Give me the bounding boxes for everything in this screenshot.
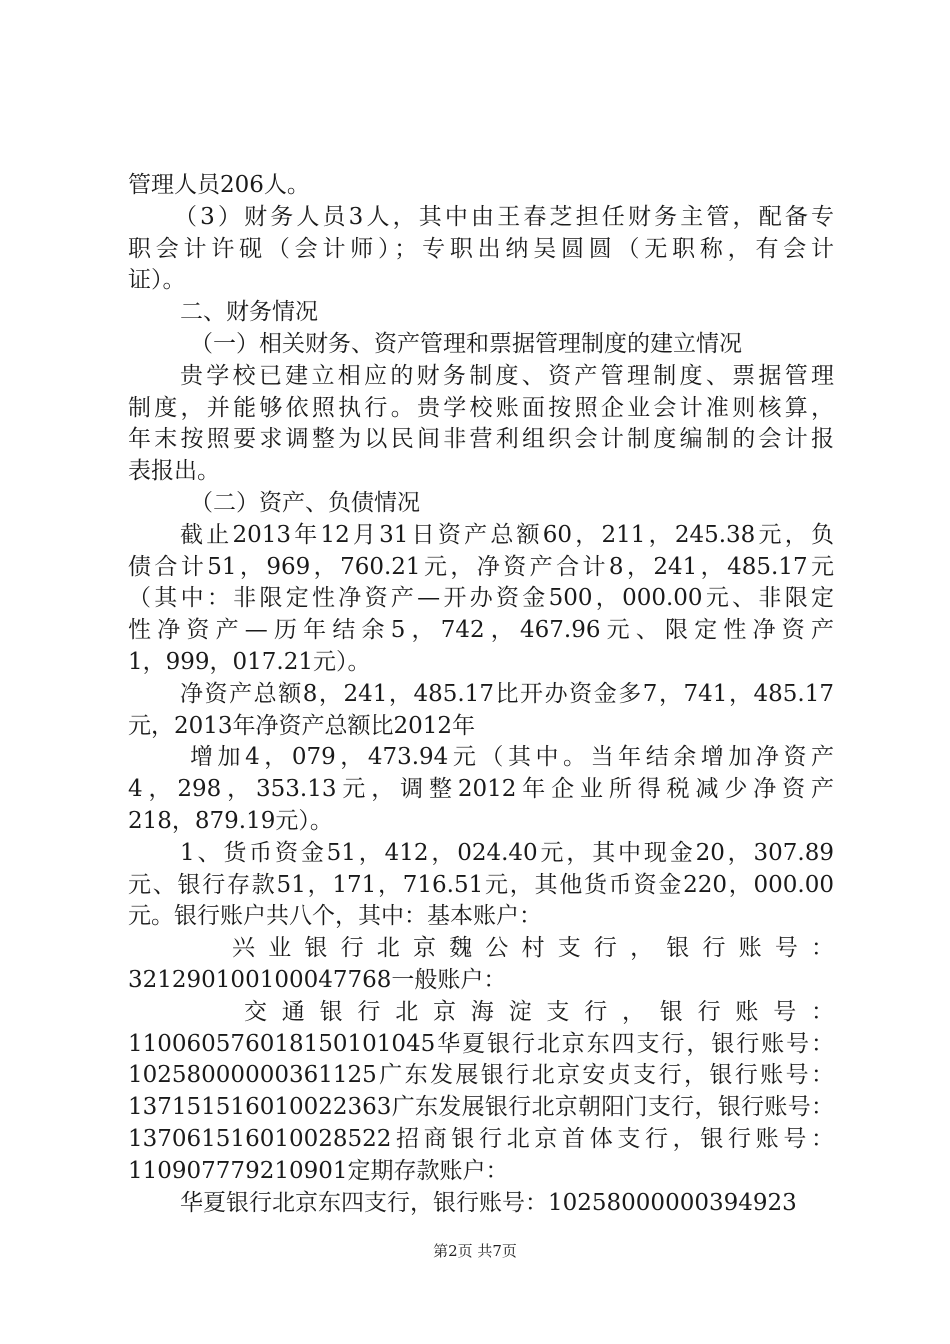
text-line: 截止2013年12月31日资产总额60，211，245.38元，负	[180, 521, 834, 548]
bank-account-line: 华夏银行北京东四支行，银行账号：10258000000394923	[180, 1189, 797, 1216]
text-line: 1，999，017.21元）。	[128, 648, 371, 675]
text-line: 218，879.19元）。	[128, 807, 333, 834]
bank-account-line: 10258000000361125广东发展银行北京安贞支行，银行账号：	[128, 1062, 834, 1089]
text-line: 增加4，079，473.94元（其中。当年结余增加净资产	[190, 744, 834, 771]
text-line: 元。银行账户共八个，其中：基本账户：	[128, 903, 542, 930]
text-line: （其中：非限定性净资产—开办资金500，000.00元、非限定	[128, 585, 834, 612]
text-line: 贵学校已建立相应的财务制度、资产管理制度、票据管理	[180, 362, 834, 389]
page-number-footer: 第2页 共7页	[433, 1242, 517, 1260]
bank-account-line: 交通银行北京海淀支行，银行账号：	[244, 998, 834, 1025]
text-line: 制度，并能够依照执行。贵学校账面按照企业会计准则核算，	[128, 394, 834, 421]
text-line: 债合计51，969，760.21元，净资产合计8，241，485.17元	[128, 553, 834, 580]
text-line: 元、银行存款51，171，716.51元，其他货币资金220，000.00	[128, 871, 834, 898]
text-line: （3）财务人员3人，其中由王春芝担任财务主管，配备专	[174, 203, 834, 230]
subsection-heading: （二）资产、负债情况	[190, 489, 420, 516]
text-line: 4，298，353.13元，调整2012年企业所得税减少净资产	[128, 776, 834, 803]
bank-account-line: 110060576018150101045华夏银行北京东四支行，银行账号：	[128, 1030, 834, 1057]
bank-account-line: 兴业银行北京魏公村支行，银行账号：	[232, 935, 834, 962]
text-line: 性净资产—历年结余5，742，467.96元、限定性净资产	[128, 617, 834, 644]
text-line: 年末按照要求调整为以民间非营利组织会计制度编制的会计报	[128, 426, 834, 453]
document-body	[128, 170, 834, 1219]
text-line: 净资产总额8，241，485.17比开办资金多7，741，485.17	[180, 680, 834, 707]
text-line: 管理人员206人。	[128, 172, 310, 198]
bank-account-line: 137061516010028522招商银行北京首体支行，银行账号：	[128, 1125, 834, 1152]
text-line: 1、货币资金51，412，024.40元，其中现金20，307.89	[180, 839, 834, 866]
subsection-heading: （一）相关财务、资产管理和票据管理制度的建立情况	[190, 330, 742, 357]
bank-account-line: 110907779210901定期存款账户：	[128, 1157, 509, 1184]
text-line: 职会计许砚（会计师）；专职出纳吴圆圆（无职称，有会计	[128, 235, 834, 262]
text-line: 元，2013年净资产总额比2012年	[128, 712, 476, 739]
text-line: 表报出。	[128, 458, 220, 485]
bank-account-line: 137151516010022363广东发展银行北京朝阳门支行，银行账号：	[128, 1094, 834, 1121]
text-line: 证）。	[128, 267, 186, 294]
bank-account-line: 321290100100047768一般账户：	[128, 966, 507, 993]
section-heading: 二、财务情况	[180, 299, 318, 326]
